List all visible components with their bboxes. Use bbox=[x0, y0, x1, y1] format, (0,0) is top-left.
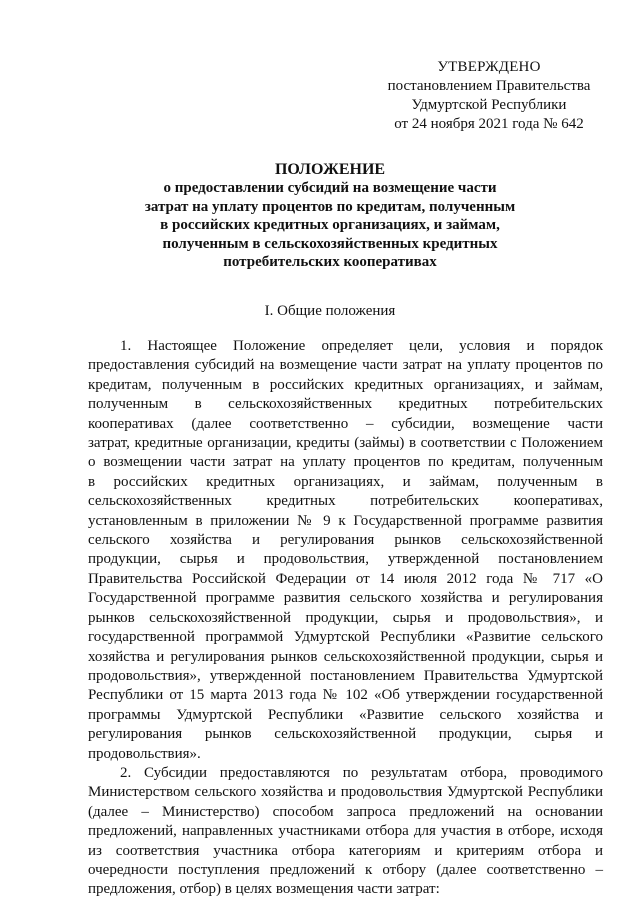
paragraph-line: регулирования рынков сельскохозяйственной продукции, сырья и bbox=[88, 726, 603, 743]
paragraph-line: кооперативах (далее соответственно – субсидии, возмещение части bbox=[88, 415, 603, 432]
paragraph-2 bbox=[88, 764, 603, 900]
paragraph-line: предложения, отбор) в целях возмещения части затрат: bbox=[88, 881, 440, 898]
paragraph-line: из соответствия участника отбора категориям и критериям отбора и bbox=[88, 842, 603, 859]
paragraph-line: Правительства Российской Федерации от 14 июля 2012 года № 717 «О bbox=[88, 570, 603, 587]
title-line: в российских кредитных организациях, и займам, bbox=[160, 217, 500, 234]
body-text bbox=[88, 337, 603, 900]
paragraph-line: рынков сельскохозяйственной продукции, сырья и продовольствия», и bbox=[88, 609, 603, 626]
title-line: потребительских кооперативах bbox=[223, 254, 437, 271]
paragraph-1 bbox=[88, 337, 603, 764]
title-line: затрат на уплату процентов по кредитам, полученным bbox=[144, 198, 516, 215]
approval-line: от 24 ноября 2021 года № 642 bbox=[394, 116, 584, 132]
title-line: полученным в сельскохозяйственных кредитных bbox=[162, 235, 498, 252]
paragraph-line: установленным в приложении № 9 к Государственной программе развития bbox=[88, 512, 603, 529]
approval-stamp bbox=[366, 58, 612, 134]
paragraph-line: 2. Субсидии предоставляются по результатам отбора, проводимого bbox=[120, 764, 603, 781]
paragraph-line: предоставления субсидий на возмещение части затрат на уплату процентов по bbox=[88, 357, 603, 374]
paragraph-line: хозяйства и регулирования рынков сельскохозяйственной продукции, сырья и bbox=[88, 648, 603, 665]
document-title bbox=[110, 161, 550, 271]
paragraph-line: Республики от 15 марта 2013 года № 102 «Об утверждении государственной bbox=[88, 687, 603, 704]
approval-heading: УТВЕРЖДЕНО bbox=[437, 59, 541, 75]
paragraph-line: затрат, кредитные организации, кредиты (займы) в соответствии с Положением bbox=[88, 435, 603, 452]
paragraph-line: о возмещении части затрат на уплату процентов по кредитам, полученным bbox=[88, 454, 603, 471]
paragraph-line: (далее – Министерство) способом запроса предложений на основании bbox=[88, 803, 603, 820]
paragraph-line: Государственной программе развития сельского хозяйства и регулирования bbox=[88, 590, 603, 607]
paragraph-line: предложений, направленных участниками отбора для участия в отборе, исходя bbox=[88, 823, 603, 840]
paragraph-line: программы Удмуртской Республики «Развитие сельского хозяйства и bbox=[88, 706, 603, 723]
paragraph-line: полученным в сельскохозяйственных кредитных потребительских bbox=[88, 396, 603, 413]
paragraph-line: Министерством сельского хозяйства и продовольствия Удмуртской Республики bbox=[88, 784, 603, 801]
approval-line: Удмуртской Республики bbox=[411, 97, 567, 113]
paragraph-line: очередности поступления предложений к отбору (далее соответственно – bbox=[88, 861, 603, 878]
paragraph-line: кредитам, полученным в российских кредитных организациях, и займам, bbox=[88, 376, 603, 393]
title-main: ПОЛОЖЕНИЕ bbox=[274, 161, 386, 178]
paragraph-line: государственной программой Удмуртской Республики «Развитие сельского bbox=[88, 629, 603, 646]
paragraph-line: сельского хозяйства и регулирования рынков сельскохозяйственной bbox=[88, 532, 603, 549]
title-line: о предоставлении субсидий на возмещение части bbox=[163, 180, 497, 197]
approval-line: постановлением Правительства bbox=[387, 78, 591, 94]
paragraph-line: 1. Настоящее Положение определяет цели, условия и порядок bbox=[120, 338, 603, 354]
paragraph-line: сельскохозяйственных кредитных потребительских кооперативах, bbox=[88, 493, 603, 510]
paragraph-line: продукции, сырья и продовольствия, утвержденной постановлением bbox=[88, 551, 603, 568]
paragraph-line: в российских кредитных организациях, и займам, полученным в bbox=[88, 473, 603, 490]
paragraph-line: продовольствия». bbox=[88, 745, 201, 762]
paragraph-line: продовольствия», утвержденной постановлением Правительства Удмуртской bbox=[88, 667, 603, 684]
section-heading: I. Общие положения bbox=[264, 303, 396, 319]
